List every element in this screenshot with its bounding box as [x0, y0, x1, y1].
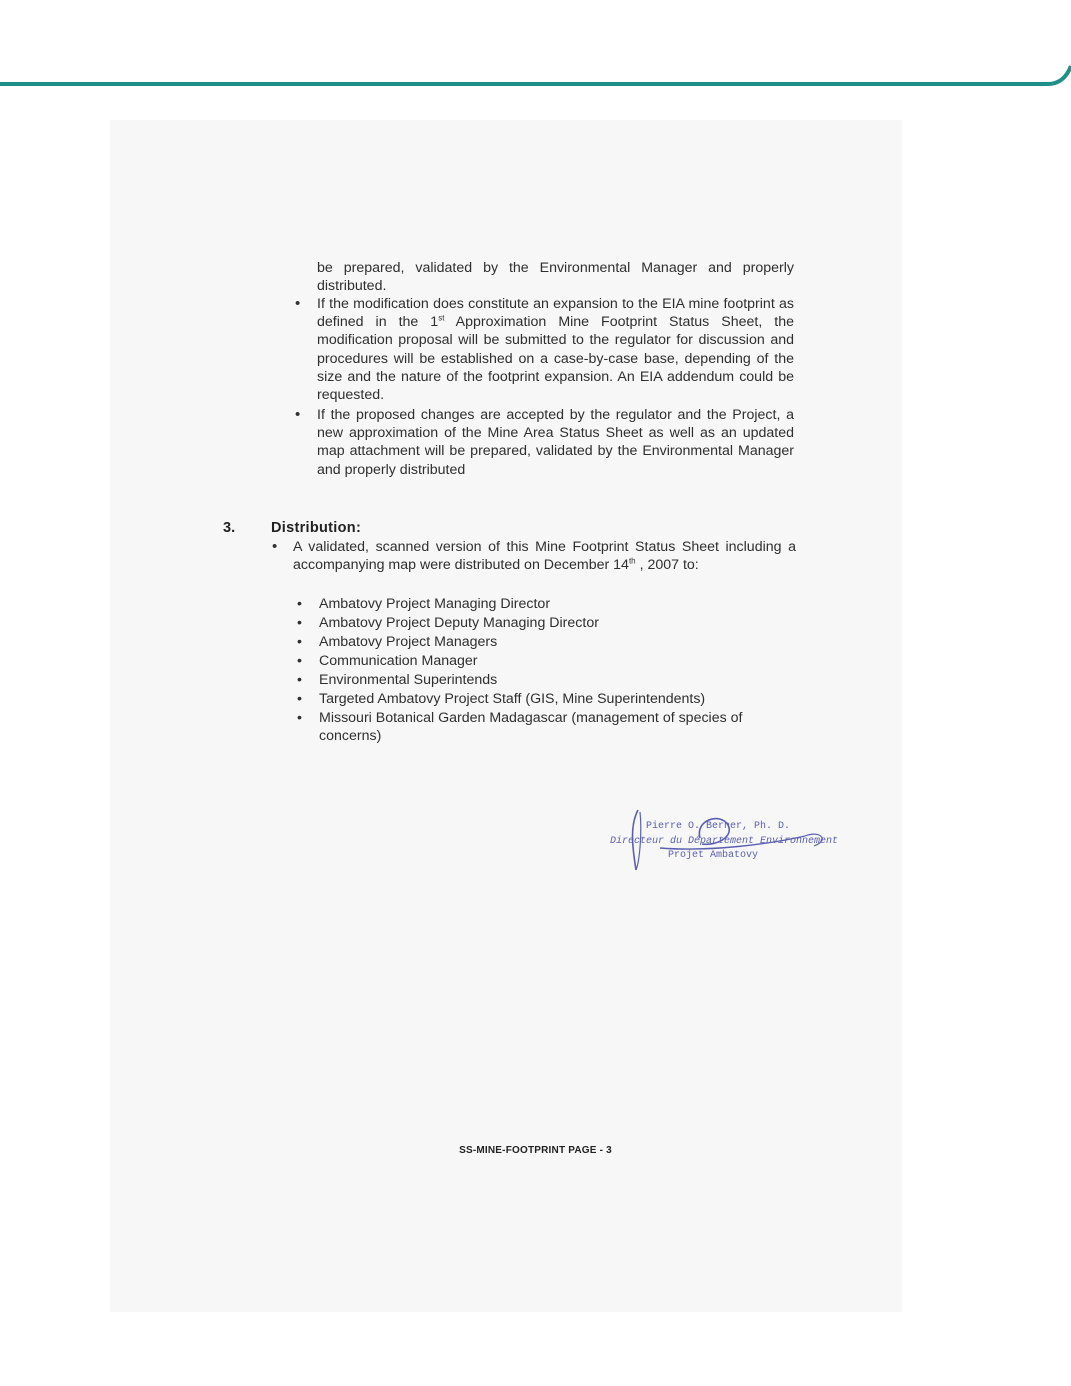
bullet-dot: •	[295, 406, 301, 423]
recipient-label: Communication Manager	[319, 653, 478, 669]
distribution-intro: A validated, scanned version of this Mine Footprint Status Sheet including a accompanying map were distributed on December 14th , 2007 to:	[293, 539, 796, 574]
bullet-expansion-text: If the modification does constitute an expansion to the EIA mine footprint as defined in the 1st Approximation Mine Footprint Status Sheet, the modification proposal will be submitted to the regulator for discussion and procedures will be established on a case-by-case base, depending of the size and the nature of the footprint expansion. An EIA addendum could be requested.	[317, 296, 794, 404]
bullet-dot: •	[297, 672, 302, 688]
recipient-label: Ambatovy Project Managing Director	[319, 596, 551, 612]
bullet-dot: •	[272, 538, 278, 555]
signature-name: Pierre O. Berner, Ph. D.	[646, 821, 791, 832]
section-title: Distribution:	[271, 520, 362, 536]
signature-organization: Projet Ambatovy	[668, 850, 759, 861]
continuation-paragraph: be prepared, validated by the Environmental Manager and properly distributed.	[317, 260, 794, 295]
recipient-label: Ambatovy Project Deputy Managing Director	[319, 615, 599, 631]
header-accent-rule	[0, 0, 1071, 100]
bullet-dot: •	[295, 295, 301, 312]
bullet-dot: •	[297, 615, 302, 631]
page-footer: SS-MINE-FOOTPRINT PAGE - 3	[459, 1145, 612, 1156]
section-number: 3.	[223, 520, 236, 536]
signature-title: Directeur du Département Environnement	[610, 836, 839, 847]
bullet-dot: •	[297, 653, 302, 669]
recipient-label: Environmental Superintends	[319, 672, 498, 688]
bullet-dot: •	[297, 710, 302, 726]
bullet-dot: •	[297, 691, 302, 707]
recipient-label: Missouri Botanical Garden Madagascar (management of species of concerns)	[319, 710, 743, 744]
bullet-dot: •	[297, 596, 302, 612]
bullet-dot: •	[297, 634, 302, 650]
recipient-label: Ambatovy Project Managers	[319, 634, 498, 650]
bullet-accepted-text: If the proposed changes are accepted by the regulator and the Project, a new approximation of the Mine Area Status Sheet as well as an updated map attachment will be prepared, validated by the Environmental Manager and properly distributed	[317, 407, 794, 478]
recipient-label: Targeted Ambatovy Project Staff (GIS, Mine Superintendents)	[319, 691, 706, 707]
